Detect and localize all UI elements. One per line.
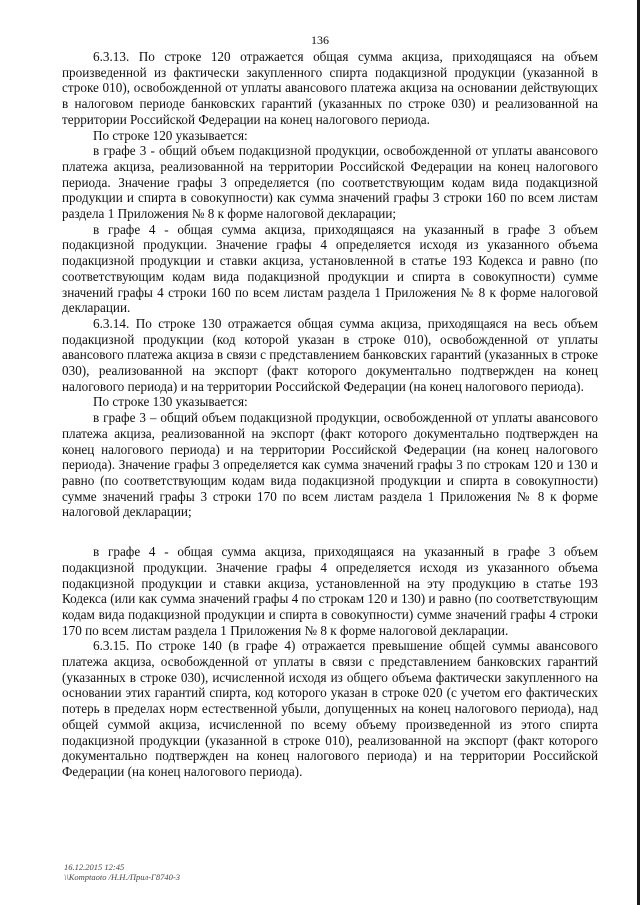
paragraph-6-3-14: 6.3.14. По строке 130 отражается общая сумма акциза, приходящаяся на весь объем подакцизной продукции (код которой указан в строке 010), освобожденной от уплаты авансового платежа акциза в связи с представлением банковских гарантий (указанных в строке 030), реализованной на экспорт (факт которого документально подтвержден на конец налогового периода) и на территории Российской Федерации (на конец налогового периода). [62,315,598,394]
document-body [62,49,598,780]
paragraph-row-120-column-4: в графе 4 - общая сумма акциза, приходящаяся на указанный в графе 3 объем подакцизной продукции. Значение графы 4 определяется исходя из указанного объема подакцизной продукции и ставки акциза, установленной в статье 193 Кодекса и равно (по соответствующим кодам вида подакцизной продукции и спирта в совокупности) сумме значений графы 4 строки 160 по всем листам раздела 1 Приложения № 8 к форме налоговой декларации. [62,221,598,316]
footer-timestamp: 16.12.2015 12:45 [64,862,125,872]
footer-stamp [64,862,364,882]
paragraph-row-130-column-4: в графе 4 - общая сумма акциза, приходящаяся на указанный в графе 3 объем подакцизной продукции. Значение графы 4 определяется исходя из указанного объема подакцизной продукции и ставки акциза, установленной на эту продукцию в статье 193 Кодекса (или как сумма значений графы 4 по строкам 120 и 130) и равно (по соответствующим кодам вида подакцизной продукции и спирта в совокупности) сумме значений графы 4 строки 170 по всем листам раздела 1 Приложения № 8 к форме налоговой декларации. [62,544,598,638]
footer-file-path: \\Komptaoto /Н.Н./Прил-Г8740-3 [64,872,180,882]
page-number: 136 [311,33,329,47]
paragraph-row-120-column-3: в графе 3 - общий объем подакцизной продукции, освобожденной от уплаты авансового платежа акциза, реализованной на территории Российской Федерации на конец налогового периода. Значение графы 3 определяется (по соответствующим кодам вида подакцизной продукции и спирта в совокупности) как сумма значений графы 3 строки 160 по всем листам раздела 1 Приложения № 8 к форме налоговой декларации; [62,143,598,222]
paragraph-row-120-intro: По строке 120 указывается: [93,127,248,143]
paragraph-6-3-13: 6.3.13. По строке 120 отражается общая сумма акциза, приходящаяся на объем произведенной из фактически закупленного спирта подакцизной продукции (указанной в строке 010), освобожденной от уплаты авансового платежа акциза на основании действующих в налоговом периоде банковских гарантий (указанных по строке 030) и реализованной на территории Российской Федерации на конец налогового периода. [62,49,598,127]
paragraph-6-3-15: 6.3.15. По строке 140 (в графе 4) отражается превышение общей суммы авансового платежа акциза, освобожденной от уплаты в связи с представлением банковских гарантий (указанных в строке 030), исчисленной исходя из общего объема фактически закупленного на основании этих гарантий спирта, код которого указан в строке 020 (с учетом его фактических потерь в пределах норм естественной убыли, допущенных на конец налогового периода), над общей суммой акциза, исчисленной по всему объему произведенной из этого спирта подакцизной продукции (указанной в строке 010), реализованной на экспорт (факт которого документально подтвержден на конец налогового периода) и на территории Российской Федерации (на конец налогового периода). [62,638,598,779]
paragraph-row-130-intro: По строке 130 указывается: [93,394,248,410]
paragraph-row-130-column-3: в графе 3 – общий объем подакцизной продукции, освобожденной от уплаты авансового платежа акциза, реализованной на экспорт (факт которого документально подтвержден на конец налогового периода) и на территории Российской Федерации (на конец налогового периода). Значение графы 3 определяется как сумма значений графы 3 по строкам 120 и 130 и равно (по соответствующим кодам вида подакцизной продукции и спирта в совокупности) сумме значений графы 3 строки 170 по всем листам раздела 1 Приложения № 8 к форме налоговой декларации; [62,410,598,520]
